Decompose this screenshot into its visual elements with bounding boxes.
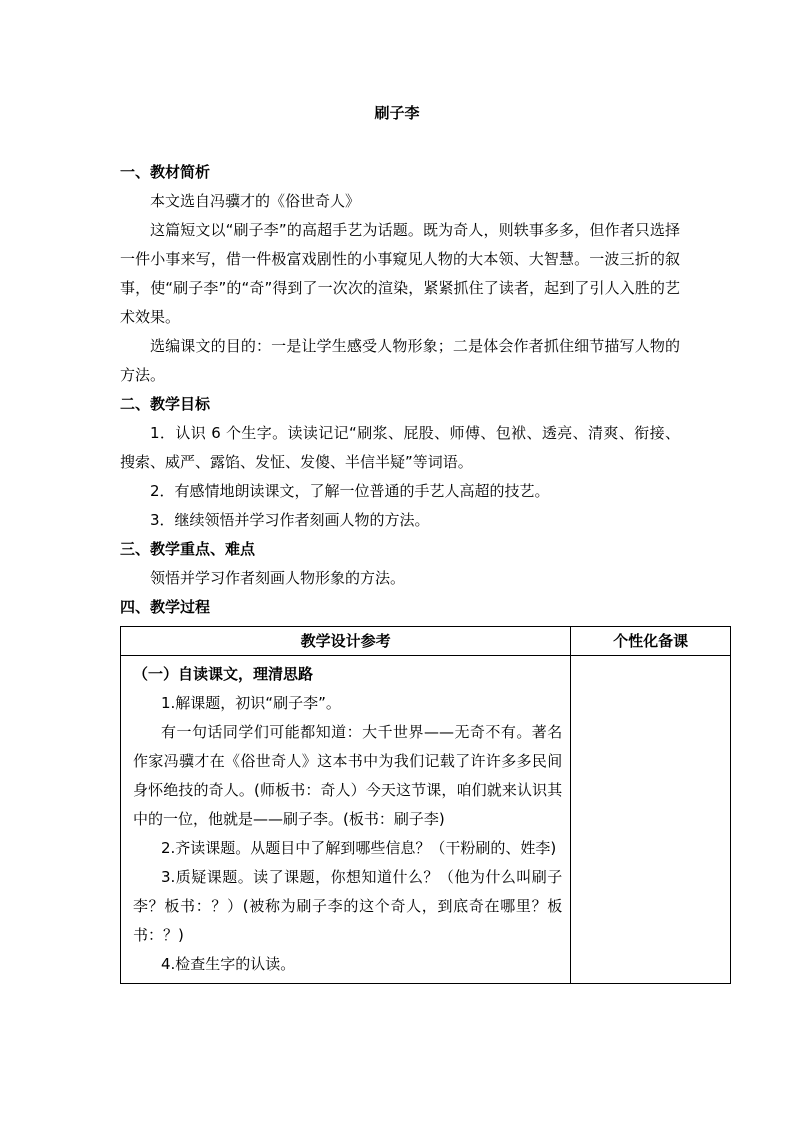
paragraph: 这篇短文以“刷子李”的高超手艺为话题。既为奇人，则轶事多多，但作者只选择一件小事来写，借一件极富戏剧性的小事窥见人物的大本领、大智慧。一波三折的叙事，使“刷子李”的“奇”得到了一次次的渲染，紧紧抓住了读者，起到了引人入胜的艺术效果。 [120,221,680,326]
step-heading: （一）自读课文，理清思路 [133,665,314,683]
goal-item: 3．继续领悟并学习作者刻画人物的方法。 [150,511,430,529]
table-cell-design [121,656,571,984]
table-row [121,656,731,984]
section-heading-goals: 二、教学目标 [120,395,211,413]
table-header-design: 教学设计参考 [121,627,571,656]
table-header-personal: 个性化备课 [571,627,731,656]
goal-item: 1．认识 6 个生字。读读记记“刷浆、屁股、师傅、包袱、透亮、清爽、衔接、搜索、威严、露馅、发怔、发傻、半信半疑”等词语。 [120,424,680,471]
goal-item: 2．有感情地朗读课文，了解一位普通的手艺人高超的技艺。 [150,482,550,500]
table-header-row [121,627,731,656]
step-paragraph: 2.齐读课题。从题目中了解到哪些信息？（干粉刷的、姓李) [161,839,557,857]
step-paragraph: 3.质疑课题。读了课题，你想知道什么？（他为什么叫刷子李？板书：？）(被称为刷子李的这个奇人，到底奇在哪里？板书：？) [133,868,563,944]
section-heading-process: 四、教学过程 [120,598,211,616]
table-cell-personal [571,656,731,984]
document-title: 刷子李 [374,104,420,122]
step-paragraph: 4.检查生字的认读。 [161,955,296,973]
paragraph: 选编课文的目的：一是让学生感受人物形象；二是体会作者抓住细节描写人物的方法。 [120,337,680,384]
lesson-plan-table [120,626,731,984]
document-body [120,158,680,622]
step-paragraph: 有一句话同学们可能都知道：大千世界——无奇不有。著名作家冯骥才在《俗世奇人》这本书中为我们记载了许许多多民间身怀绝技的奇人。(师板书：奇人）今天这节课，咱们就来认识其中的一位，他就是——刷子李。(板书：刷子李) [133,723,563,828]
paragraph: 本文选自冯骥才的《俗世奇人》 [150,192,361,210]
step-paragraph: 1.解课题，初识“刷子李”。 [161,694,341,712]
section-heading-keypoints: 三、教学重点、难点 [120,540,256,558]
section-heading-analysis: 一、教材简析 [120,163,211,181]
paragraph: 领悟并学习作者刻画人物形象的方法。 [150,569,406,587]
